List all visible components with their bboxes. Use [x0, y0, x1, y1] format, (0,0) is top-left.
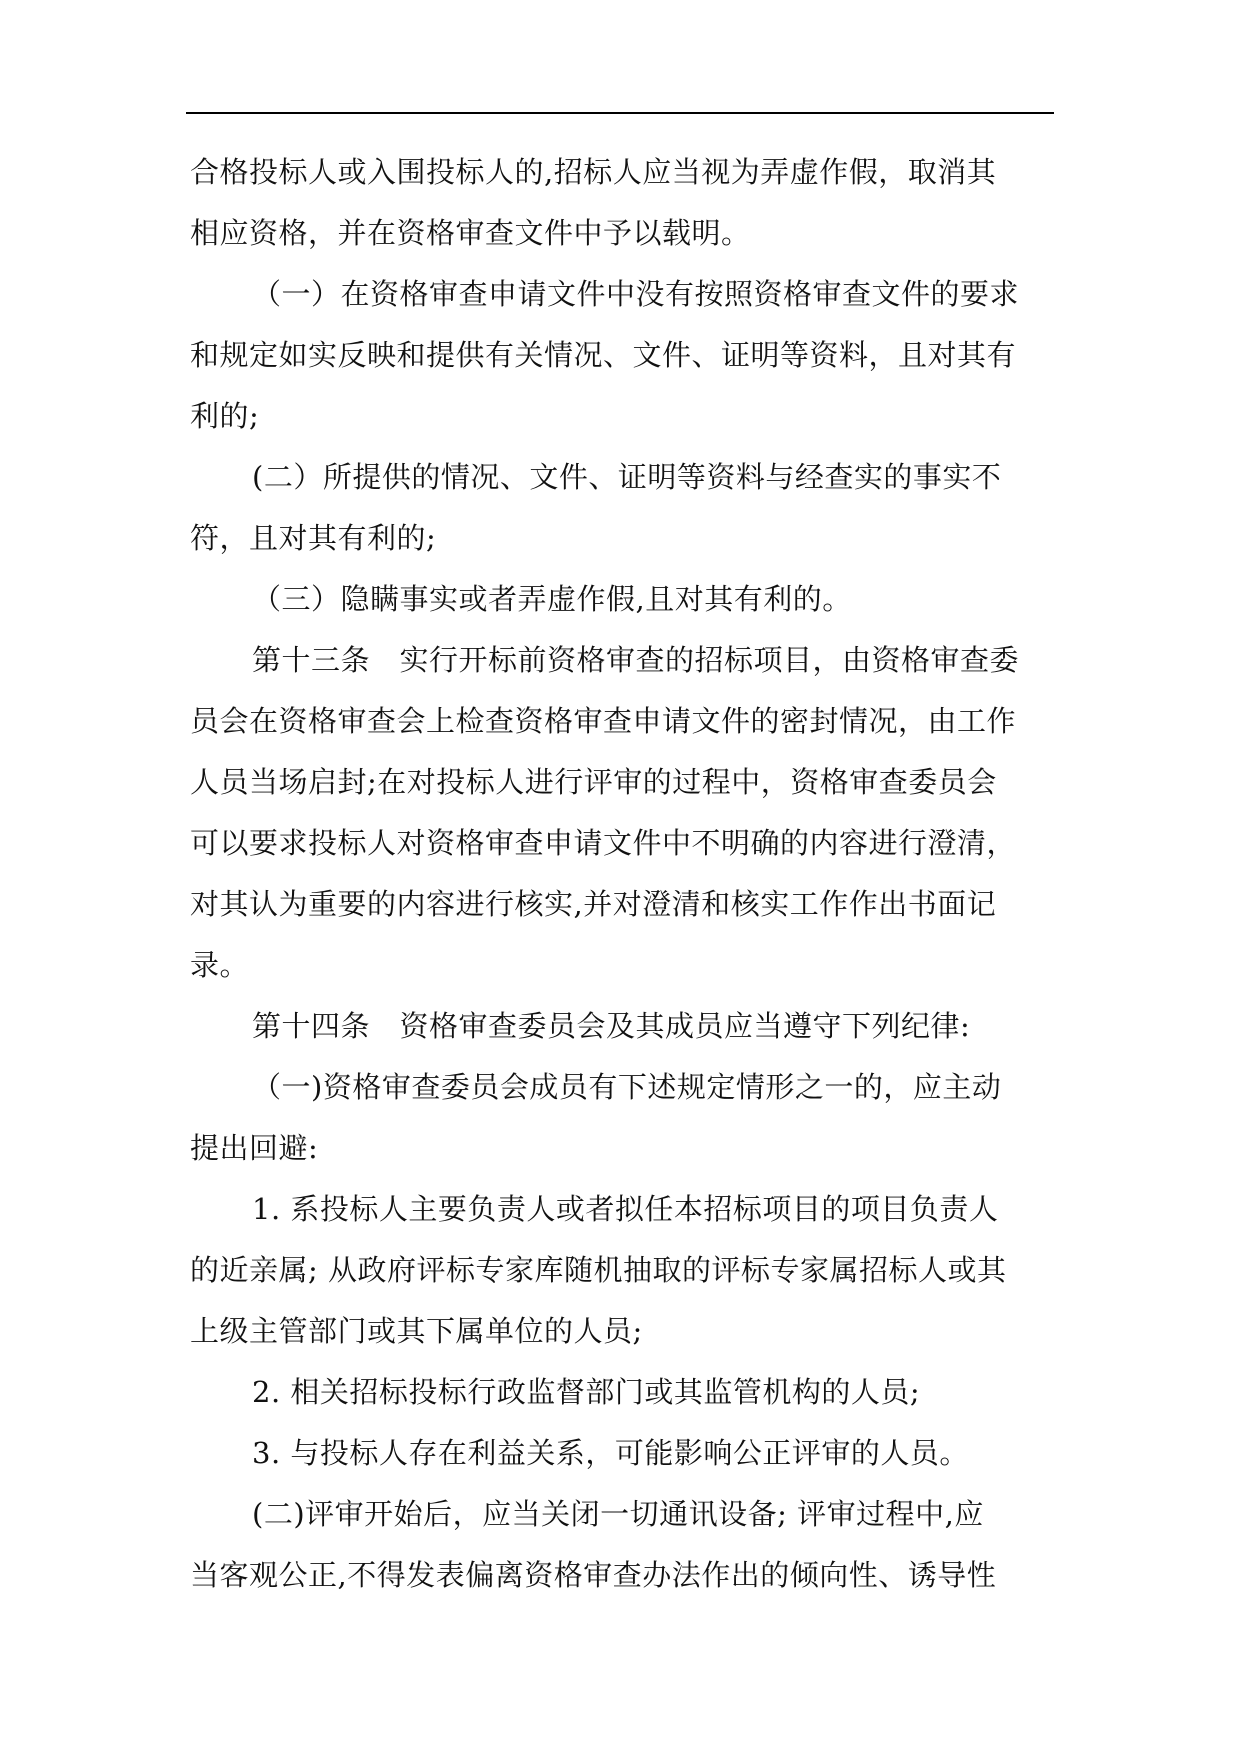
text-line: 对其认为重要的内容进行核实,并对澄清和核实工作作出书面记 — [190, 887, 997, 921]
paragraph — [190, 1057, 1050, 1179]
text-line: 3. 与投标人存在利益关系，可能影响公正评审的人员。 — [252, 1436, 969, 1470]
paragraph — [190, 1179, 1050, 1362]
text-line: (二)评审开始后，应当关闭一切通讯设备; 评审过程中,应 — [252, 1497, 984, 1531]
paragraph — [190, 996, 1050, 1057]
paragraph — [190, 630, 1050, 996]
text-line: 和规定如实反映和提供有关情况、文件、证明等资料，且对其有 — [190, 338, 1017, 372]
header-rule — [186, 112, 1054, 114]
text-line: 人员当场启封;在对投标人进行评审的过程中，资格审查委员会 — [190, 765, 997, 799]
text-line: 员会在资格审查会上检查资格审查申请文件的密封情况，由工作 — [190, 704, 1017, 738]
paragraph — [190, 264, 1050, 447]
text-line: 提出回避: — [190, 1131, 319, 1165]
text-line: （一）在资格审查申请文件中没有按照资格审查文件的要求 — [252, 277, 1020, 311]
text-line: 符，且对其有利的; — [190, 521, 437, 555]
text-line: （三）隐瞒事实或者弄虚作假,且对其有利的。 — [252, 582, 852, 616]
paragraph — [190, 1484, 1050, 1606]
text-line: 可以要求投标人对资格审查申请文件中不明确的内容进行澄清， — [190, 826, 1017, 860]
text-line: 当客观公正,不得发表偏离资格审查办法作出的倾向性、诱导性 — [190, 1558, 997, 1592]
text-line: 第十四条 资格审查委员会及其成员应当遵守下列纪律: — [252, 1009, 971, 1043]
text-line: 第十三条 实行开标前资格审查的招标项目，由资格审查委 — [252, 643, 1020, 677]
text-line: (二）所提供的情况、文件、证明等资料与经查实的事实不 — [252, 460, 1002, 494]
text-line: 上级主管部门或其下属单位的人员; — [190, 1314, 643, 1348]
text-line: 的近亲属; 从政府评标专家库随机抽取的评标专家属招标人或其 — [190, 1253, 1007, 1287]
text-line: 相应资格，并在资格审查文件中予以载明。 — [190, 216, 751, 250]
text-line: 合格投标人或入围投标人的,招标人应当视为弄虚作假，取消其 — [190, 155, 997, 189]
document-body — [190, 142, 1050, 1606]
text-line: （一)资格审查委员会成员有下述规定情形之一的，应主动 — [252, 1070, 1002, 1104]
text-line: 利的; — [190, 399, 260, 433]
paragraph — [190, 1362, 1050, 1423]
text-line: 2. 相关招标投标行政监督部门或其监管机构的人员; — [252, 1375, 921, 1409]
paragraph — [190, 569, 1050, 630]
paragraph — [190, 142, 1050, 264]
paragraph — [190, 447, 1050, 569]
paragraph — [190, 1423, 1050, 1484]
text-line: 1. 系投标人主要负责人或者拟任本招标项目的项目负责人 — [252, 1192, 999, 1226]
text-line: 录。 — [190, 948, 250, 982]
